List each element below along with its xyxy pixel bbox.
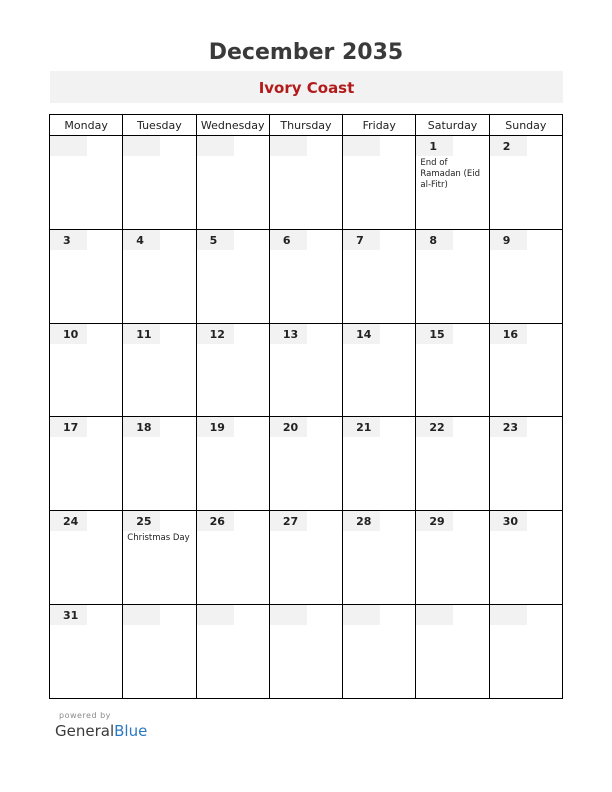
week-row: [50, 511, 563, 605]
day-cell: [50, 323, 123, 417]
day-number: 11: [136, 327, 152, 341]
day-cell: [416, 605, 489, 699]
day-number-bar: [123, 136, 160, 156]
country-name: Ivory Coast: [258, 79, 355, 97]
day-cell: [50, 417, 123, 511]
day-number: 10: [63, 327, 79, 341]
day-number-bar: [343, 605, 380, 625]
day-cell: [196, 511, 269, 605]
day-number: 17: [63, 421, 79, 435]
day-cell: [416, 323, 489, 417]
weekday-header: Friday: [343, 115, 416, 136]
day-cell: [343, 323, 416, 417]
powered-by-label: powered by: [59, 711, 111, 720]
day-number: 8: [429, 233, 438, 247]
day-cell: [416, 511, 489, 605]
day-cell: [489, 323, 562, 417]
day-number: 22: [429, 421, 445, 435]
day-number: 16: [502, 327, 518, 341]
day-number: 15: [429, 327, 445, 341]
day-number: 25: [136, 515, 152, 529]
day-cell: [123, 417, 196, 511]
week-row: [50, 417, 563, 511]
day-cell: [196, 323, 269, 417]
holiday-label: End of Ramadan (Eid al-Fitr): [420, 158, 480, 190]
day-number: 20: [282, 421, 299, 435]
day-cell: [343, 511, 416, 605]
day-cell: [123, 323, 196, 417]
day-cell: [416, 136, 489, 230]
day-number-bar: [270, 605, 307, 625]
day-cell: [50, 511, 123, 605]
day-number: 18: [136, 421, 152, 435]
day-cell: [50, 229, 123, 323]
day-number: 31: [63, 609, 79, 623]
day-cell: [489, 605, 562, 699]
day-cell: [269, 511, 342, 605]
day-number: 23: [502, 421, 518, 435]
day-cell: [269, 136, 342, 230]
day-cell: [269, 229, 342, 323]
day-number: 6: [282, 233, 291, 247]
day-number-bar: [50, 136, 87, 156]
weekday-header: Thursday: [269, 115, 342, 136]
weekday-header: Monday: [50, 115, 123, 136]
weekday-header: Wednesday: [196, 115, 269, 136]
day-number: 13: [282, 327, 299, 341]
weekday-header: Sunday: [489, 115, 562, 136]
day-cell: [343, 417, 416, 511]
day-cell: [123, 605, 196, 699]
day-cell: [489, 511, 562, 605]
day-cell: [489, 417, 562, 511]
day-number: 27: [282, 515, 299, 529]
day-number: 5: [209, 233, 218, 247]
day-number: 30: [502, 515, 518, 529]
day-number: 21: [356, 421, 372, 435]
day-number: 26: [209, 515, 225, 529]
day-cell: [269, 605, 342, 699]
day-number: 19: [209, 421, 225, 435]
holiday-label: Christmas Day: [127, 533, 190, 544]
day-number-bar: [490, 605, 527, 625]
day-number-bar: [123, 605, 160, 625]
day-cell: [196, 605, 269, 699]
day-cell: [416, 229, 489, 323]
day-number-bar: [270, 136, 307, 156]
country-banner: [50, 71, 563, 103]
day-cell: [269, 417, 342, 511]
day-cell: [196, 136, 269, 230]
day-number-bar: [416, 605, 453, 625]
day-number: 1: [429, 140, 438, 153]
day-number: 3: [63, 233, 71, 247]
day-number: 14: [356, 327, 372, 341]
day-number: 29: [429, 515, 445, 529]
day-number: 9: [502, 233, 511, 247]
day-number: 24: [63, 515, 79, 529]
day-number: 28: [356, 515, 372, 529]
day-number-bar: [197, 605, 234, 625]
day-cell: [489, 229, 562, 323]
day-cell: [269, 323, 342, 417]
weekday-header-row: [50, 115, 563, 136]
day-cell: [123, 136, 196, 230]
day-cell: [416, 417, 489, 511]
weekday-header: Tuesday: [123, 115, 196, 136]
day-number-bar: [197, 136, 234, 156]
day-cell: [196, 229, 269, 323]
day-cell: [343, 136, 416, 230]
day-cell: [50, 136, 123, 230]
day-cell: [343, 229, 416, 323]
brand-general: General: [55, 722, 115, 740]
day-number: 2: [502, 140, 511, 153]
generalblue-logo[interactable]: [55, 722, 147, 740]
day-cell: [123, 229, 196, 323]
week-row: [50, 136, 563, 230]
day-cell: [196, 417, 269, 511]
day-number: 7: [356, 233, 364, 247]
day-number-bar: [343, 136, 380, 156]
day-cell: [343, 605, 416, 699]
week-row: [50, 605, 563, 699]
day-number: 4: [136, 233, 144, 247]
calendar-title: December 2035: [208, 40, 404, 65]
weekday-header: Saturday: [416, 115, 489, 136]
day-cell: [50, 605, 123, 699]
day-cell: [489, 136, 562, 230]
calendar-grid: [49, 114, 563, 699]
week-row: [50, 229, 563, 323]
brand-blue: Blue: [114, 722, 148, 740]
day-number: 12: [209, 327, 225, 341]
week-row: [50, 323, 563, 417]
day-cell: [123, 511, 196, 605]
